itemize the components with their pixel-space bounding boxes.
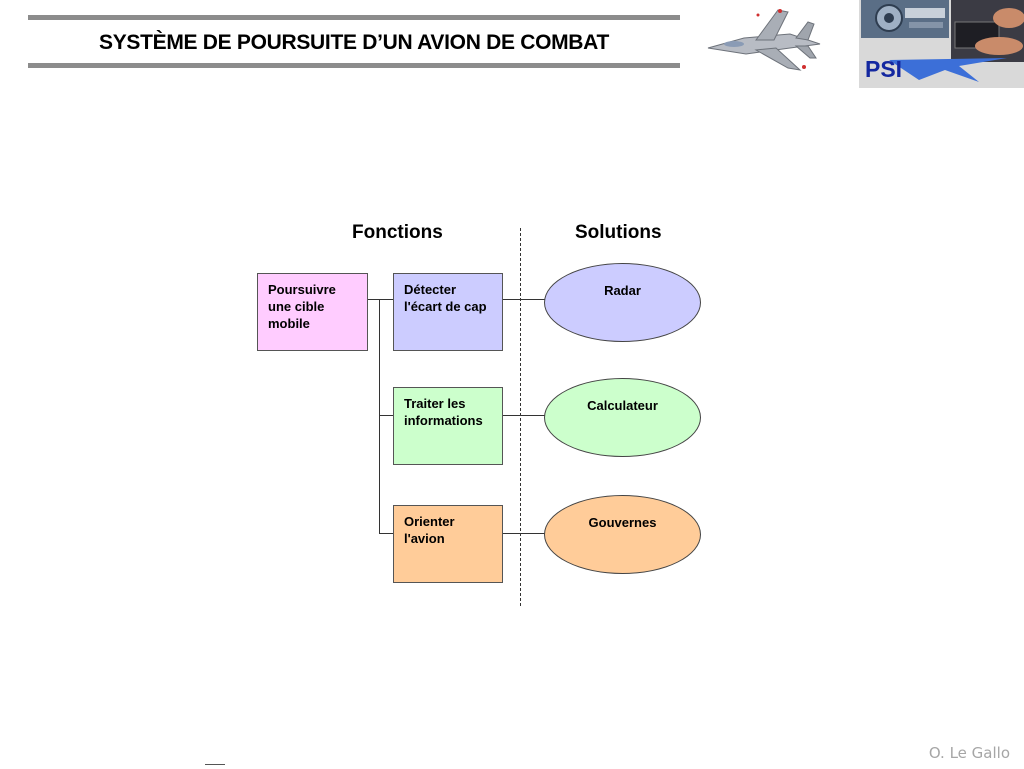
solution-radar-ellipse: Radar bbox=[544, 263, 701, 342]
connector-to-sub-function-3 bbox=[379, 533, 393, 534]
psi-logo bbox=[859, 0, 1024, 88]
page-title: SYSTÈME DE POURSUITE D’UN AVION DE COMBAT bbox=[98, 31, 609, 54]
header-bottom-rule bbox=[28, 63, 680, 68]
bottom-stub-line bbox=[205, 764, 225, 769]
header-top-rule bbox=[28, 15, 680, 20]
connector-to-solution-2 bbox=[502, 415, 545, 416]
sub-function-process-box: Traiter les informations bbox=[393, 387, 503, 465]
psi-logo-text: PSI bbox=[865, 56, 903, 82]
main-function-box: Poursuivre une cible mobile bbox=[257, 273, 368, 351]
connector-tree-vertical bbox=[379, 299, 380, 533]
solution-calculator-ellipse: Calculateur bbox=[544, 378, 701, 457]
fighter-jet-icon bbox=[704, 4, 828, 76]
connector-to-solution-1 bbox=[502, 299, 545, 300]
functions-solutions-separator bbox=[520, 228, 521, 606]
author-credit: O. Le Gallo bbox=[928, 744, 1010, 762]
connector-to-sub-function-1 bbox=[379, 299, 393, 300]
functions-heading: Fonctions bbox=[352, 222, 443, 243]
sub-function-detect-box: Détecter l'écart de cap bbox=[393, 273, 503, 351]
connector-to-solution-3 bbox=[502, 533, 545, 534]
solutions-heading: Solutions bbox=[575, 222, 662, 243]
sub-function-orient-box: Orienter l'avion bbox=[393, 505, 503, 583]
solution-control-surfaces-ellipse: Gouvernes bbox=[544, 495, 701, 574]
connector-to-sub-function-2 bbox=[379, 415, 393, 416]
